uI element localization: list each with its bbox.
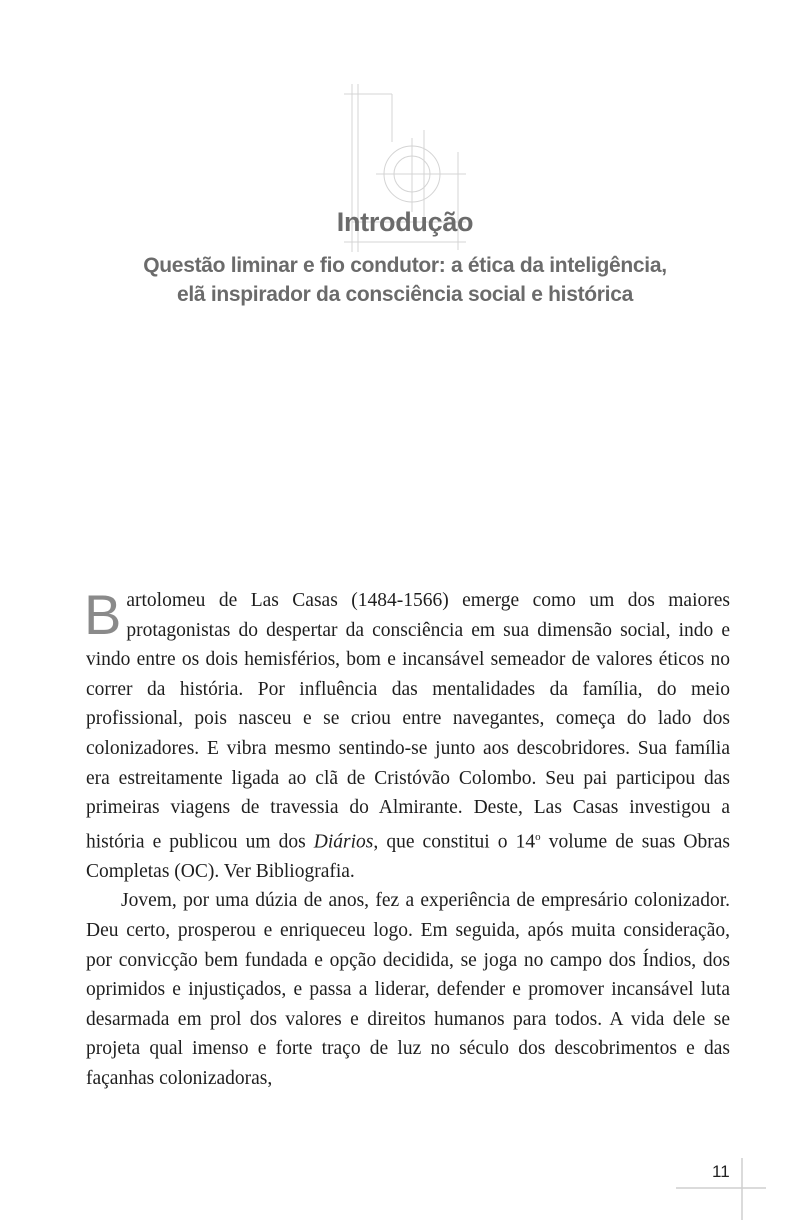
subtitle-line-1: Questão liminar e fio condutor: a ética da inteligência, [143, 254, 667, 277]
chapter-header [0, 205, 810, 309]
page-number: 11 [712, 1162, 730, 1181]
ordinal-indicator: o [535, 830, 541, 843]
drop-cap: B [84, 583, 122, 646]
chapter-title: Introdução [336, 207, 474, 237]
paragraph-1-end: volume de suas Obras Completas (OC). Ver Bibliografia. [86, 831, 730, 882]
subtitle-line-2: elã inspirador da consciência social e histórica [177, 283, 633, 306]
body-text [84, 583, 730, 1094]
paragraph-2: Jovem, por uma dúzia de anos, fez a experiência de empresário colonizador. Deu certo, prosperou e enriqueceu logo. Em seguida, após muita consideração, por convicção bem fundada e opção decidida, se joga no campo dos Índios, dos oprimidos e injustiçados, e passa a liderar, defender e promover incansável luta desarmada em prol dos valores e direitos humanos para todos. A vida dele se projeta qual imenso e forte traço de luz no século dos descobrimentos e das façanhas colonizadoras, [86, 890, 730, 1089]
paragraph-1-italic: Diários [313, 831, 374, 853]
paragraph-1-start: artolomeu de Las Casas (1484-1566) emerge como um dos maiores protagonistas do despertar da consciência em sua dimensão social, indo e vindo entre os dois hemisférios, bom e incansável semeador de valores éticos no correr da história. Por influência das mentalidades da família, do meio profissional, pois nasceu e se criou entre navegantes, começa do lado dos colonizadores. E vibra mesmo sentindo-se junto aos descobridores. Sua família era estreitamente ligada ao clã de Cristóvão Colombo. Seu pai participou das primeiras viagens de travessia do Almirante. Deste, Las Casas investigou a história e publicou um dos [86, 590, 730, 853]
chapter-subtitle [75, 251, 735, 309]
paragraph-1 [84, 583, 730, 886]
paragraph-1-mid: , que constitui o 14 [373, 831, 536, 853]
